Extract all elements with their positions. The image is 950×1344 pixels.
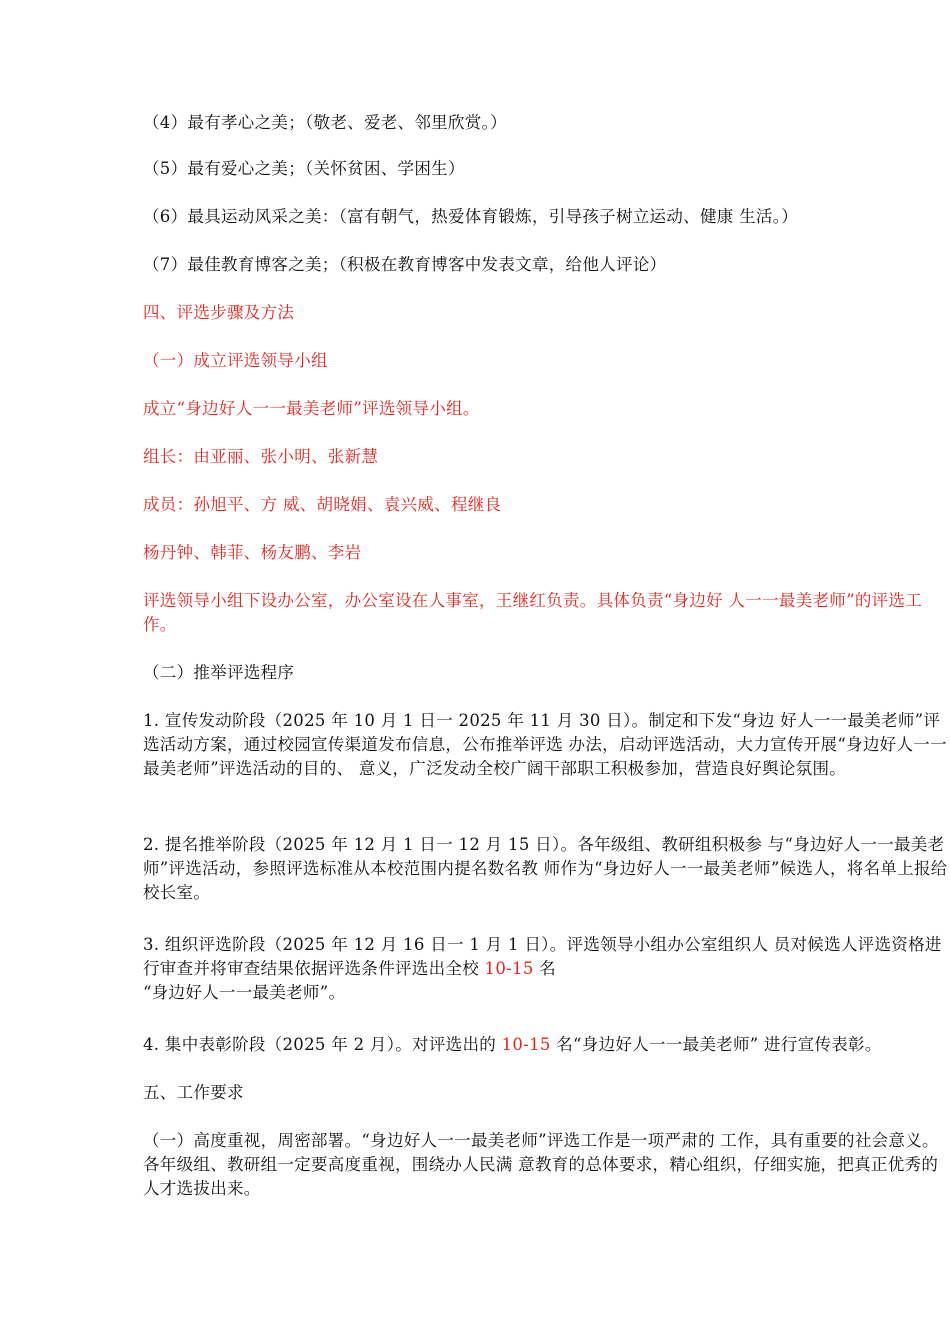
step-4-range: 10-15 (501, 1035, 551, 1054)
step-4-paragraph (143, 1033, 949, 1057)
criterion-4: （4）最有孝心之美；（敬老、爱老、邻里欣赏。） (143, 113, 507, 132)
criterion-6: （6）最具运动风采之美：（富有朝气，热爱体育锻炼，引导孩子树立运动、健康 生活。） (143, 207, 799, 226)
office-description: 评选领导小组下设办公室，办公室设在人事室，王继红负责。具体负责“身边好 人一一最美老师”的评选工作。 (143, 591, 923, 634)
group-members-continued: 杨丹钟、韩菲、杨友鹏、李岩 (143, 543, 362, 562)
step-4-rest: 名“身边好人一一最美老师” 进行宣传表彰。 (550, 1035, 882, 1054)
criterion-7: （7）最佳教育博客之美；（积极在教育博客中发表文章，给他人评论） (143, 255, 667, 274)
requirement-1-paragraph: （一）高度重视，周密部署。“身边好人一一最美老师”评选工作是一项严肃的 工作，具有重要的社会意义。各年级组、教研组一定要高度重视，围绕办人民满 意教育的总体要求，精心组织，仔细实施，把真正优秀的人才选拔出来。 (143, 1131, 939, 1198)
section-5-heading: 五、工作要求 (143, 1083, 244, 1102)
establish-group-text: 成立“身边好人一一最美老师”评选领导小组。 (143, 399, 480, 418)
group-leaders: 组长：由亚丽、张小明、张新慧 (143, 447, 379, 466)
step-1-paragraph: 1. 宣传发动阶段（2025 年 10 月 1 日一 2025 年 11 月 30 日）。制定和下发“身边 好人一一最美老师”评选活动方案，通过校园宣传渠道发布信息，公布推举评选 办法，启动评选活动，大力宣传开展“身边好人一一最美老师”评选活动的目的、 意义，广泛发动全校广阔干部职工积极参加，营造良好舆论氛围。 (143, 711, 947, 778)
step-4-text: 4. 集中表彰阶段（2025 年 2 月）。对评选出的 (143, 1035, 502, 1054)
subsection-2-heading: （二）推举评选程序 (143, 663, 295, 682)
group-members: 成员：孙旭平、方 威、胡晓娟、袁兴威、程继良 (143, 495, 502, 514)
step-2-paragraph: 2. 提名推举阶段（2025 年 12 月 1 日一 12 月 15 日）。各年级组、教研组积极参 与“身边好人一一最美老师”评选活动，参照评选标准从本校范围内提名数名教 师作为“身边好人一一最美老师”候选人，将名单上报给校长室。 (143, 835, 948, 902)
section-4-heading: 四、评选步骤及方法 (143, 303, 295, 322)
step-3-paragraph (143, 933, 949, 981)
criterion-5: （5）最有爱心之美；（关怀贫困、学困生） (143, 159, 465, 178)
step-3-unit: 名 (533, 959, 556, 978)
subsection-1-heading: （一）成立评选领导小组 (143, 351, 328, 370)
step-3-text: 3. 组织评选阶段（2025 年 12 月 16 日一 1 月 1 日）。评选领导小组办公室组织人 员对候选人评选资格进行审查并将审查结果依据评选条件评选出全校 (143, 935, 942, 978)
step-3-line-2: “身边好人一一最美老师”。 (143, 983, 346, 1002)
step-3-range: 10-15 (484, 959, 534, 978)
